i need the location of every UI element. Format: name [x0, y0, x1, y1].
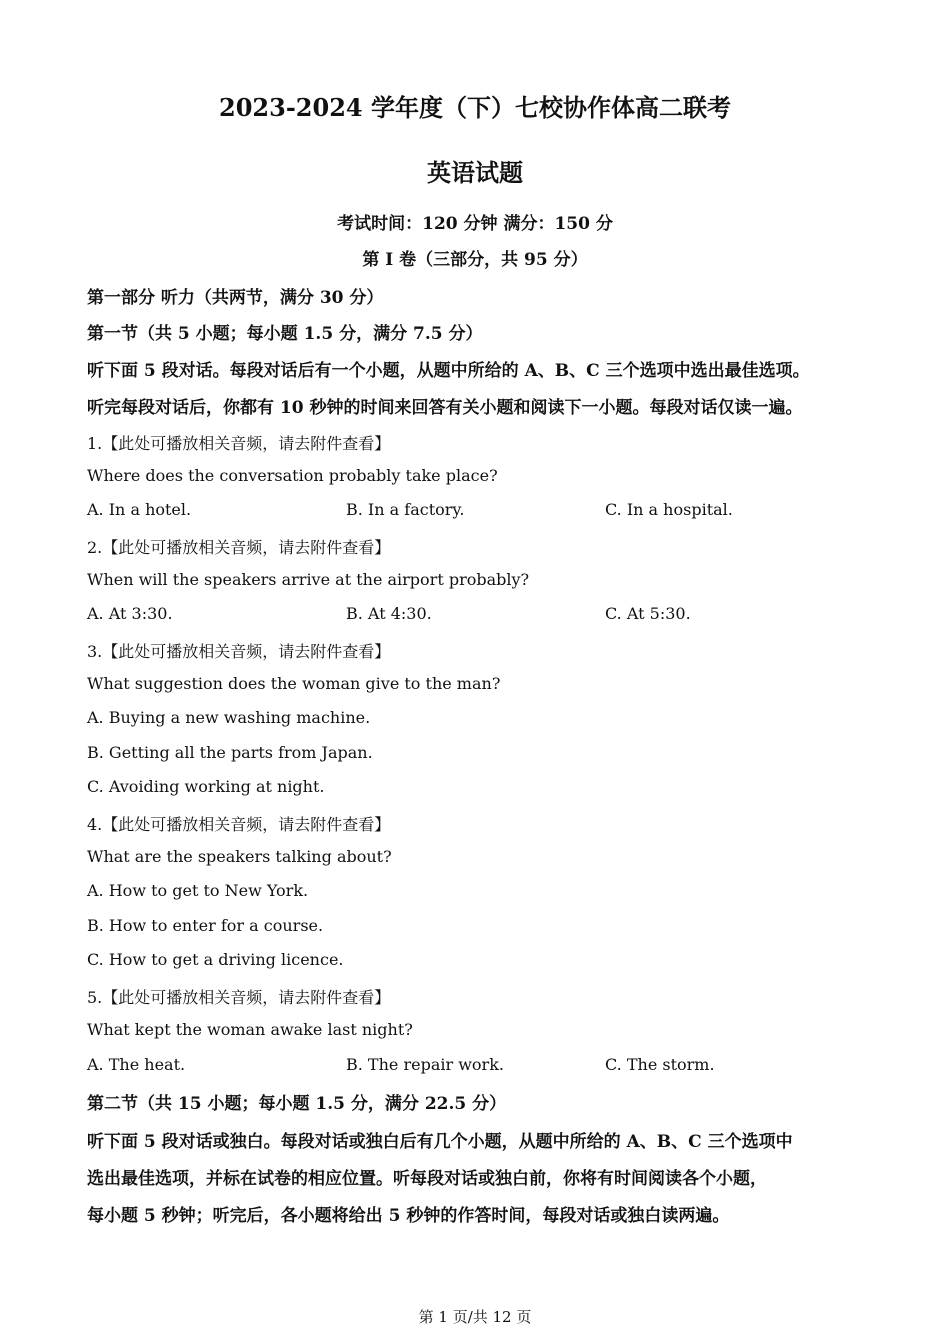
- section2-instruction: 听下面 5 段对话或独白。每段对话或独白后有几个小题，从题中所给的 A、B、C 三个选项中: [87, 1132, 793, 1152]
- q4-option-c: C. How to get a driving licence.: [87, 950, 344, 969]
- question-5: What kept the woman awake last night?: [87, 1020, 413, 1039]
- question-1: Where does the conversation probably take place?: [87, 466, 498, 485]
- q2-option-b: B. At 4:30.: [346, 604, 432, 623]
- q1-option-a: A. In a hotel.: [87, 500, 192, 519]
- audio-placeholder-q2[interactable]: 2.【此处可播放相关音频，请去附件查看】: [87, 538, 391, 557]
- audio-placeholder-q3[interactable]: 3.【此处可播放相关音频，请去附件查看】: [87, 642, 391, 661]
- section2-instruction: 选出最佳选项，并标在试卷的相应位置。听每段对话或独白前，你将有时间阅读各个小题，: [87, 1169, 767, 1189]
- q2-option-a: A. At 3:30.: [87, 604, 173, 623]
- q4-option-a: A. How to get to New York.: [87, 881, 309, 900]
- audio-placeholder-q4[interactable]: 4.【此处可播放相关音频，请去附件查看】: [87, 815, 391, 834]
- volume-heading: 第 I 卷（三部分，共 95 分）: [362, 250, 588, 270]
- question-3: What suggestion does the woman give to the man?: [87, 674, 501, 693]
- section2-instruction: 每小题 5 秒钟；听完后，各小题将给出 5 秒钟的作答时间，每段对话或独白读两遍。: [87, 1206, 730, 1226]
- q3-option-c: C. Avoiding working at night.: [87, 777, 325, 796]
- subject-title: 英语试题: [427, 158, 523, 187]
- page-number: 第 1 页/共 12 页: [418, 1308, 532, 1326]
- q5-option-c: C. The storm.: [605, 1055, 715, 1074]
- audio-placeholder-q5[interactable]: 5.【此处可播放相关音频，请去附件查看】: [87, 988, 391, 1007]
- q1-option-b: B. In a factory.: [346, 500, 465, 519]
- exam-title: 2023-2024 学年度（下）七校协作体高二联考: [219, 93, 731, 122]
- exam-info: 考试时间：120 分钟 满分：150 分: [337, 214, 613, 234]
- q4-option-b: B. How to enter for a course.: [87, 916, 324, 935]
- section2-heading: 第二节（共 15 小题；每小题 1.5 分，满分 22.5 分）: [87, 1094, 507, 1114]
- part1-heading: 第一部分 听力（共两节，满分 30 分）: [87, 288, 384, 308]
- section1-instruction: 听下面 5 段对话。每段对话后有一个小题，从题中所给的 A、B、C 三个选项中选出最佳选项。: [87, 361, 810, 381]
- q2-option-c: C. At 5:30.: [605, 604, 691, 623]
- question-4: What are the speakers talking about?: [87, 847, 392, 866]
- audio-placeholder-q1[interactable]: 1.【此处可播放相关音频，请去附件查看】: [87, 434, 391, 453]
- q5-option-a: A. The heat.: [87, 1055, 186, 1074]
- q3-option-b: B. Getting all the parts from Japan.: [87, 743, 373, 762]
- section1-instruction: 听完每段对话后，你都有 10 秒钟的时间来回答有关小题和阅读下一小题。每段对话仅读一遍。: [87, 398, 803, 418]
- question-2: When will the speakers arrive at the airport probably?: [87, 570, 530, 589]
- q5-option-b: B. The repair work.: [346, 1055, 504, 1074]
- q3-option-a: A. Buying a new washing machine.: [87, 708, 371, 727]
- section1-heading: 第一节（共 5 小题；每小题 1.5 分，满分 7.5 分）: [87, 324, 483, 344]
- q1-option-c: C. In a hospital.: [605, 500, 733, 519]
